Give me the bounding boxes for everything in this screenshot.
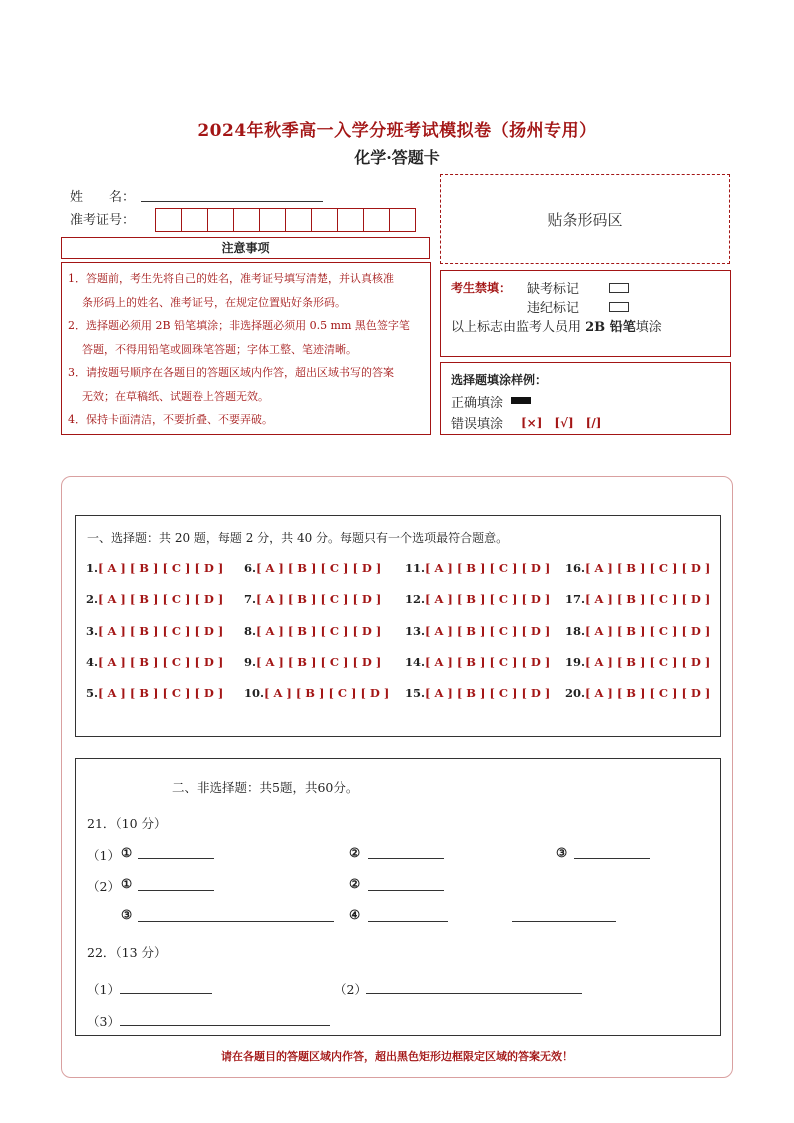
choice-question xyxy=(86,624,223,638)
wrong-fill-label: 错误填涂 xyxy=(451,417,504,432)
question-number: 11. xyxy=(405,561,426,575)
name-label: 姓 名： xyxy=(70,190,136,205)
answer-line[interactable] xyxy=(138,858,214,859)
wrong-fill-marks: [×] [√] [/] xyxy=(521,416,602,430)
q22-label: 22．（13 分） xyxy=(87,945,167,960)
answer-line[interactable] xyxy=(368,921,448,922)
notice-line: 4．保持卡面清洁，不要折叠、不要弄破。 xyxy=(68,413,273,426)
question-number: 14. xyxy=(405,655,426,669)
question-number: 4. xyxy=(86,655,99,669)
id-number-grid[interactable] xyxy=(155,208,415,232)
choice-question xyxy=(244,592,381,606)
page-subtitle: 化学·答题卡 xyxy=(354,148,440,167)
answer-options[interactable]: [ A ] [ B ] [ C ] [ D ] xyxy=(98,592,224,606)
id-digit-box[interactable] xyxy=(155,208,182,232)
answer-options[interactable]: [ A ] [ B ] [ C ] [ D ] xyxy=(98,624,224,638)
q21-1-circle1: ① xyxy=(121,845,133,860)
choice-question xyxy=(86,686,223,700)
id-digit-box[interactable] xyxy=(181,208,208,232)
barcode-area xyxy=(440,174,730,264)
answer-line[interactable] xyxy=(574,858,650,859)
choice-question xyxy=(405,655,550,669)
answer-line[interactable] xyxy=(512,921,616,922)
answer-options[interactable]: [ A ] [ B ] [ C ] [ D ] xyxy=(256,592,382,606)
question-number: 13. xyxy=(405,624,426,638)
id-digit-box[interactable] xyxy=(285,208,312,232)
question-number: 2. xyxy=(86,592,99,606)
question-number: 3. xyxy=(86,624,99,638)
choice-question xyxy=(405,686,550,700)
q21-part2-label: （2） xyxy=(87,879,120,894)
choice-question xyxy=(405,624,550,638)
choice-question xyxy=(86,592,223,606)
q21-1-circle3: ③ xyxy=(556,845,568,860)
answer-options[interactable]: [ A ] [ B ] [ C ] [ D ] xyxy=(425,624,551,638)
choice-question xyxy=(405,592,550,606)
q21-1-circle2: ② xyxy=(349,845,361,860)
choice-question xyxy=(244,561,381,575)
question-number: 6. xyxy=(244,561,257,575)
answer-options[interactable]: [ A ] [ B ] [ C ] [ D ] xyxy=(425,655,551,669)
choice-question xyxy=(405,561,550,575)
answer-line[interactable] xyxy=(138,921,334,922)
question-number: 8. xyxy=(244,624,257,638)
q21-2-circle2: ② xyxy=(349,876,361,891)
question-number: 15. xyxy=(405,686,426,700)
choice-question xyxy=(244,624,381,638)
q21-2-circle4: ④ xyxy=(349,907,361,922)
q22-part2-label: （2） xyxy=(334,982,367,997)
notice-line: 条形码上的姓名、准考证号，在规定位置贴好条形码。 xyxy=(82,295,346,309)
question-number: 5. xyxy=(86,686,99,700)
question-number: 7. xyxy=(244,592,257,606)
proctor-box xyxy=(440,270,731,357)
q21-2-circle3: ③ xyxy=(121,907,133,922)
notice-line: 3．请按题号顺序在各题目的答题区域内作答，超出区域书写的答案 xyxy=(68,366,394,379)
id-digit-box[interactable] xyxy=(363,208,390,232)
absent-mark-box[interactable] xyxy=(609,283,629,293)
choice-question xyxy=(86,655,223,669)
id-digit-box[interactable] xyxy=(207,208,234,232)
notice-line: 1．答题前，考生先将自己的姓名，准考证号填写清楚，并认真核准 xyxy=(68,272,394,285)
proctor-note: 以上标志由监考人员用 2B 铅笔填涂 xyxy=(451,320,662,335)
id-digit-box[interactable] xyxy=(233,208,260,232)
answer-line[interactable] xyxy=(368,858,444,859)
page-title: 2024年秋季高一入学分班考试模拟卷（扬州专用） xyxy=(197,121,597,141)
question-number: 19. xyxy=(565,655,586,669)
choice-question xyxy=(244,686,389,700)
choice-question xyxy=(565,624,710,638)
answer-options[interactable]: [ A ] [ B ] [ C ] [ D ] xyxy=(425,561,551,575)
q22-part3-label: （3） xyxy=(87,1014,120,1029)
barcode-label: 贴条形码区 xyxy=(547,210,623,229)
question-number: 20. xyxy=(565,686,586,700)
answer-options[interactable]: [ A ] [ B ] [ C ] [ D ] xyxy=(256,561,382,575)
name-field[interactable] xyxy=(141,201,323,202)
id-digit-box[interactable] xyxy=(337,208,364,232)
question-number: 18. xyxy=(565,624,586,638)
notice-line: 答题，不得用铅笔或圆珠笔答题；字体工整、笔迹清晰。 xyxy=(82,342,357,356)
choice-question xyxy=(565,686,710,700)
q21-2-circle1: ① xyxy=(121,876,133,891)
id-digit-box[interactable] xyxy=(259,208,286,232)
notice-line: 2．选择题必须用 2B 铅笔填涂；非选择题必须用 0.5 mm 黑色签字笔 xyxy=(68,319,410,332)
absent-mark-label: 缺考标记 xyxy=(527,282,580,297)
answer-line[interactable] xyxy=(366,993,582,994)
question-number: 9. xyxy=(244,655,257,669)
choice-question xyxy=(565,561,710,575)
answer-options[interactable]: [ A ] [ B ] [ C ] [ D ] xyxy=(585,592,711,606)
id-digit-box[interactable] xyxy=(389,208,416,232)
answer-options[interactable]: [ A ] [ B ] [ C ] [ D ] xyxy=(98,686,224,700)
question-number: 10. xyxy=(244,686,265,700)
q21-part1-label: （1） xyxy=(87,848,120,863)
id-digit-box[interactable] xyxy=(311,208,338,232)
choice-question xyxy=(244,655,381,669)
question-number: 16. xyxy=(565,561,586,575)
choice-section-heading: 一、选择题：共 20 题，每题 2 分，共 40 分。每题只有一个选项最符合题意。 xyxy=(87,531,509,545)
answer-options[interactable]: [ A ] [ B ] [ C ] [ D ] xyxy=(98,561,224,575)
answer-options[interactable]: [ A ] [ B ] [ C ] [ D ] xyxy=(256,624,382,638)
fill-sample-box xyxy=(440,362,731,435)
answer-options[interactable]: [ A ] [ B ] [ C ] [ D ] xyxy=(585,624,711,638)
answer-options[interactable]: [ A ] [ B ] [ C ] [ D ] xyxy=(585,561,711,575)
question-number: 1. xyxy=(86,561,99,575)
answer-line[interactable] xyxy=(120,993,212,994)
answer-options[interactable]: [ A ] [ B ] [ C ] [ D ] xyxy=(98,655,224,669)
notice-box xyxy=(61,262,431,435)
answer-options[interactable]: [ A ] [ B ] [ C ] [ D ] xyxy=(585,655,711,669)
question-number: 12. xyxy=(405,592,426,606)
id-label: 准考证号： xyxy=(70,213,136,228)
correct-fill-label: 正确填涂 xyxy=(451,396,504,411)
answer-options[interactable]: [ A ] [ B ] [ C ] [ D ] xyxy=(585,686,711,700)
q21-label: 21．（10 分） xyxy=(87,816,167,831)
proctor-label: 考生禁填： xyxy=(451,281,512,295)
answer-line[interactable] xyxy=(120,1025,330,1026)
choice-question xyxy=(565,592,710,606)
footer-warning: 请在各题目的答题区域内作答，超出黑色矩形边框限定区域的答案无效！ xyxy=(221,1050,573,1063)
violation-mark-label: 违纪标记 xyxy=(527,301,580,316)
answer-options[interactable]: [ A ] [ B ] [ C ] [ D ] xyxy=(425,592,551,606)
free-response-box xyxy=(75,758,721,1036)
answer-options[interactable]: [ A ] [ B ] [ C ] [ D ] xyxy=(264,686,390,700)
choice-question xyxy=(565,655,710,669)
notice-heading: 注意事项 xyxy=(61,237,430,259)
filled-mark-icon xyxy=(511,397,531,404)
violation-mark-box[interactable] xyxy=(609,302,629,312)
answer-options[interactable]: [ A ] [ B ] [ C ] [ D ] xyxy=(425,686,551,700)
question-number: 17. xyxy=(565,592,586,606)
free-section-heading: 二、非选择题：共5题，共60分。 xyxy=(172,780,359,795)
answer-options[interactable]: [ A ] [ B ] [ C ] [ D ] xyxy=(256,655,382,669)
answer-line[interactable] xyxy=(368,890,444,891)
choice-question xyxy=(86,561,223,575)
q22-part1-label: （1） xyxy=(87,982,120,997)
notice-line: 无效；在草稿纸、试题卷上答题无效。 xyxy=(82,389,269,403)
fill-sample-heading: 选择题填涂样例： xyxy=(451,373,548,387)
answer-line[interactable] xyxy=(138,890,214,891)
